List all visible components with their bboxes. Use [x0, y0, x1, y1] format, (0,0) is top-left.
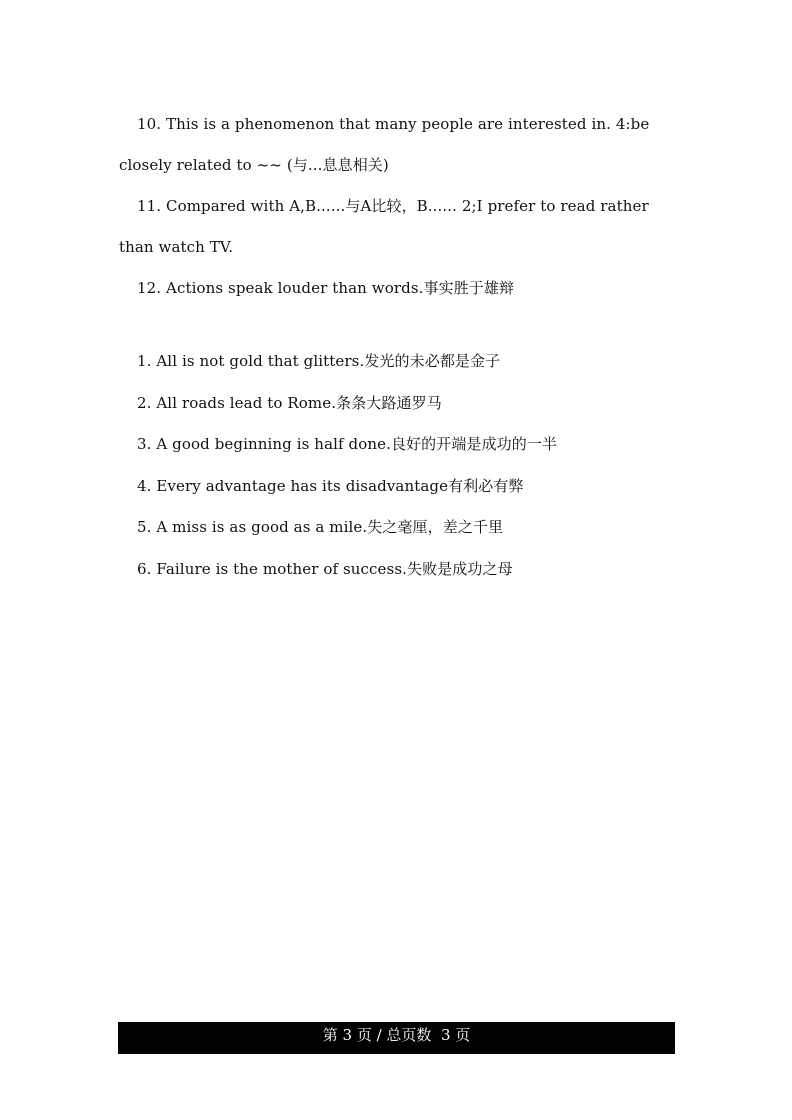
- proverb-item-5: 5. A miss is as good as a mile.失之毫厘，差之千里: [137, 518, 504, 536]
- page-number-text: 第 3 页 / 总页数 3 页: [322, 1026, 471, 1044]
- page-footer-bar: [118, 1022, 675, 1054]
- paragraph-11: 11. Compared with A,B......与A比较，B...... 2;I prefer to read rather than watch TV.: [119, 197, 649, 256]
- proverb-item-2: 2. All roads lead to Rome.条条大路通罗马: [137, 393, 442, 412]
- document-body: [119, 104, 675, 590]
- proverb-item-3: 3. A good beginning is half done.良好的开端是成功的一半: [137, 435, 558, 453]
- paragraph-12: 12. Actions speak louder than words.事实胜于雄辩: [137, 279, 515, 297]
- paragraph-10: 10. This is a phenomenon that many people are interested in. 4:be closely related to ~~ (与...息息相关): [119, 115, 650, 174]
- proverb-item-4: 4. Every advantage has its disadvantage有利必有弊: [137, 476, 524, 495]
- proverb-list: [119, 341, 675, 590]
- proverb-item-6: 6. Failure is the mother of success.失败是成功之母: [137, 559, 513, 578]
- section-gap: [119, 309, 675, 341]
- proverb-item-1: 1. All is not gold that glitters.发光的未必都是金子: [137, 352, 501, 370]
